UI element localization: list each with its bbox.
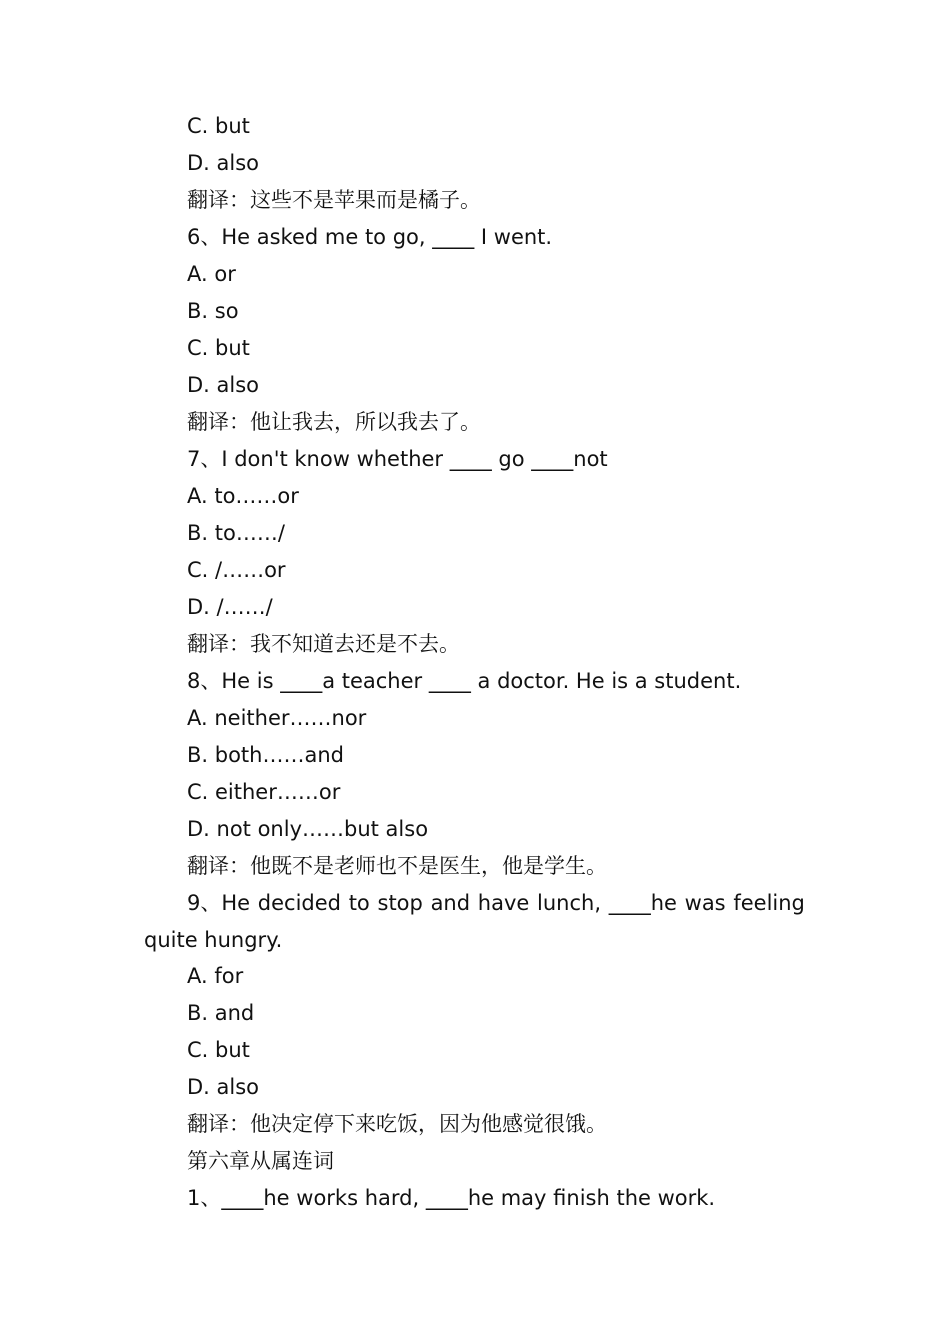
option-a: A. for bbox=[187, 964, 244, 988]
q9-word: 9、He bbox=[187, 891, 251, 915]
question-7: 7、I don't know whether ____ go ____not bbox=[187, 447, 608, 471]
option-a: A. to……or bbox=[187, 484, 299, 508]
q9-word: was bbox=[684, 891, 726, 915]
option-d: D. also bbox=[187, 1075, 260, 1099]
q9-word: and bbox=[430, 891, 471, 915]
translation: 翻译：这些不是苹果而是橘子。 bbox=[187, 188, 481, 212]
option-d: D. also bbox=[187, 151, 260, 175]
option-b: B. both……and bbox=[187, 743, 344, 767]
q9-word: to bbox=[348, 891, 370, 915]
option-c: C. but bbox=[187, 336, 250, 360]
option-d: D. not only……but also bbox=[187, 817, 429, 841]
chapter-heading: 第六章从属连词 bbox=[187, 1149, 334, 1173]
translation: 翻译：他让我去，所以我去了。 bbox=[187, 410, 481, 434]
translation: 翻译：他既不是老师也不是医生，他是学生。 bbox=[187, 854, 607, 878]
q9-word: ____he bbox=[608, 891, 677, 915]
q9-word: lunch, bbox=[537, 891, 601, 915]
option-c: C. /……or bbox=[187, 558, 286, 582]
option-c: C. but bbox=[187, 114, 250, 138]
translation: 翻译：他决定停下来吃饭，因为他感觉很饿。 bbox=[187, 1112, 607, 1136]
question-6: 6、He asked me to go, ____ I went. bbox=[187, 225, 553, 249]
q9-word: feeling bbox=[733, 891, 805, 915]
question-9 bbox=[187, 889, 805, 917]
question-8: 8、He is ____a teacher ____ a doctor. He is a student. bbox=[187, 669, 742, 693]
option-b: B. to……/ bbox=[187, 521, 285, 545]
option-b: B. so bbox=[187, 299, 239, 323]
option-d: D. /……/ bbox=[187, 595, 273, 619]
option-b: B. and bbox=[187, 1001, 255, 1025]
q9-word: have bbox=[477, 891, 530, 915]
q9-word: stop bbox=[377, 891, 423, 915]
option-a: A. neither……nor bbox=[187, 706, 367, 730]
question-9-continuation: quite hungry. bbox=[144, 928, 283, 952]
translation: 翻译：我不知道去还是不去。 bbox=[187, 632, 460, 656]
option-c: C. but bbox=[187, 1038, 250, 1062]
q9-word: decided bbox=[257, 891, 341, 915]
option-a: A. or bbox=[187, 262, 236, 286]
option-d: D. also bbox=[187, 373, 260, 397]
option-c: C. either……or bbox=[187, 780, 341, 804]
question-1: 1、____he works hard, ____he may finish the work. bbox=[187, 1186, 716, 1210]
